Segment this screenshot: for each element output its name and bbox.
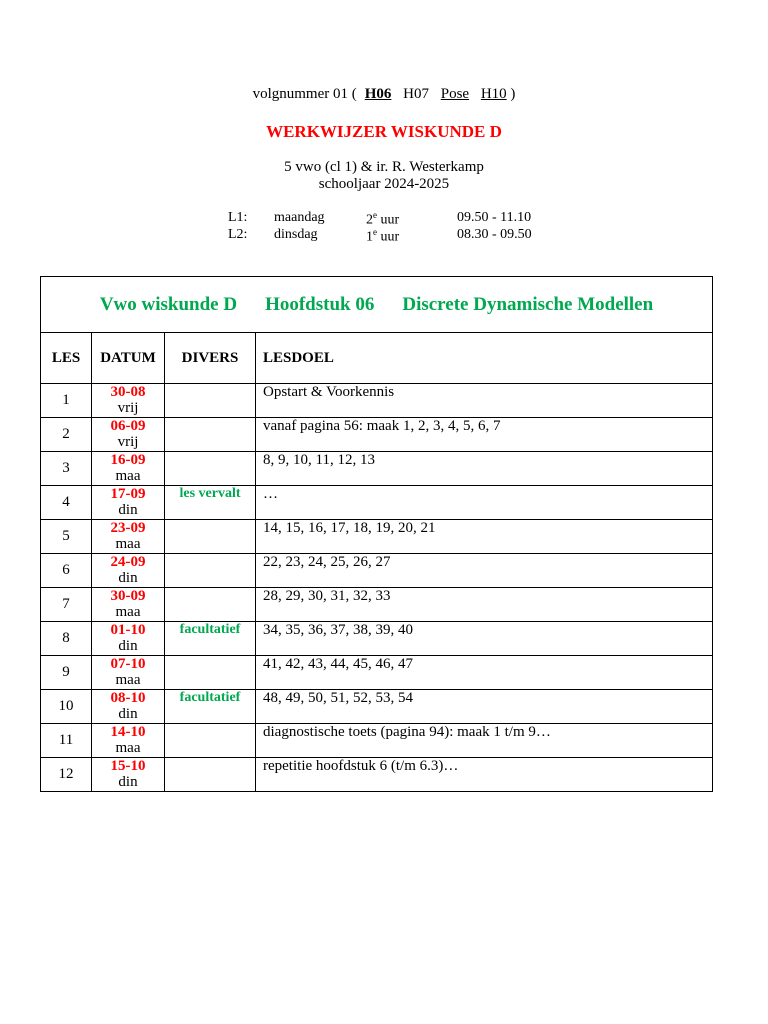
lesson-date: 30-09: [110, 588, 146, 604]
divers-cell: [165, 452, 256, 486]
date-cell: [92, 622, 165, 656]
lesson-date: 23-09: [110, 520, 146, 536]
table-heading: [41, 277, 713, 333]
lesson-day: maa: [115, 468, 141, 484]
lesson-date: 16-09: [110, 452, 146, 468]
lesson-day: vrij: [117, 400, 139, 416]
school-year: schooljaar 2024-2025: [318, 176, 450, 192]
les-number: 11: [41, 724, 92, 758]
chapter-link-h10[interactable]: H10: [480, 86, 507, 102]
les-number: 5: [41, 520, 92, 554]
divers-cell: [165, 384, 256, 418]
table-row: [41, 520, 713, 554]
lesdoel-cell: Opstart & Voorkennis: [256, 384, 713, 418]
lesdoel-cell: 41, 42, 43, 44, 45, 46, 47: [256, 656, 713, 690]
divers-cell: [165, 418, 256, 452]
date-cell: [92, 486, 165, 520]
volgnummer-prefix: volgnummer 01 (: [252, 86, 357, 102]
date-cell: [92, 384, 165, 418]
schedule-hour: 2e uur: [366, 210, 400, 228]
table-row: [41, 384, 713, 418]
schedule-day: dinsdag: [274, 227, 318, 242]
lesson-day: din: [118, 570, 138, 586]
close-paren: ): [510, 86, 516, 102]
schedule-hour: 1e uur: [366, 227, 400, 245]
les-number: 2: [41, 418, 92, 452]
schedule-day: maandag: [274, 210, 325, 225]
chapter-link-h07[interactable]: H07: [403, 86, 429, 102]
table-row: [41, 486, 713, 520]
schedule-time: 09.50 - 11.10: [457, 210, 532, 225]
column-header-divers: DIVERS: [165, 333, 256, 384]
table-row: [41, 622, 713, 656]
class-info: [0, 159, 768, 193]
lesson-date: 01-10: [110, 622, 146, 638]
divers-cell: facultatief: [165, 622, 256, 656]
lesdoel-cell: diagnostische toets (pagina 94): maak 1 t/m 9…: [256, 724, 713, 758]
column-header-les: LES: [41, 333, 92, 384]
divers-cell: [165, 758, 256, 792]
les-number: 3: [41, 452, 92, 486]
document-title: WERKWIJZER WISKUNDE D: [266, 122, 502, 141]
date-cell: [92, 588, 165, 622]
divers-cell: [165, 588, 256, 622]
table-row: [41, 724, 713, 758]
lesson-date: 08-10: [110, 690, 146, 706]
heading-topic: Discrete Dynamische Modellen: [402, 293, 654, 315]
divers-cell: facultatief: [165, 690, 256, 724]
lesson-date: 30-08: [110, 384, 146, 400]
lesdoel-cell: 8, 9, 10, 11, 12, 13: [256, 452, 713, 486]
les-number: 9: [41, 656, 92, 690]
date-cell: [92, 520, 165, 554]
date-cell: [92, 656, 165, 690]
lesdoel-cell: 22, 23, 24, 25, 26, 27: [256, 554, 713, 588]
table-row: [41, 452, 713, 486]
lesson-day: din: [118, 706, 138, 722]
lesdoel-cell: 34, 35, 36, 37, 38, 39, 40: [256, 622, 713, 656]
schedule-time: 08.30 - 09.50: [457, 227, 532, 242]
column-header-datum: DATUM: [92, 333, 165, 384]
table-row: [41, 418, 713, 452]
lesson-day: maa: [115, 740, 141, 756]
lesson-day: maa: [115, 672, 141, 688]
lesson-date: 14-10: [110, 724, 146, 740]
divers-cell: [165, 724, 256, 758]
table-row: [41, 690, 713, 724]
divers-cell: [165, 554, 256, 588]
lesson-day: vrij: [117, 434, 139, 450]
les-number: 7: [41, 588, 92, 622]
column-header-row: [41, 333, 713, 384]
date-cell: [92, 758, 165, 792]
table-row: [41, 588, 713, 622]
table-row: [41, 554, 713, 588]
lesson-date: 15-10: [110, 758, 146, 774]
divers-cell: les vervalt: [165, 486, 256, 520]
lesson-date: 07-10: [110, 656, 146, 672]
date-cell: [92, 724, 165, 758]
table-row: [41, 758, 713, 792]
table-row: [41, 656, 713, 690]
schedule-label: L1:: [228, 210, 248, 225]
les-number: 12: [41, 758, 92, 792]
chapter-link-pose[interactable]: Pose: [440, 86, 470, 102]
lesson-day: din: [118, 638, 138, 654]
volgnummer-line: [0, 86, 768, 103]
lesson-day: din: [118, 502, 138, 518]
heading-subject: Vwo wiskunde D: [99, 293, 238, 315]
chapter-link-h06[interactable]: H06: [364, 86, 392, 102]
lesson-date: 17-09: [110, 486, 146, 502]
lesson-date: 06-09: [110, 418, 146, 434]
lesson-date: 24-09: [110, 554, 146, 570]
class-line: 5 vwo (cl 1) & ir. R. Westerkamp: [284, 159, 484, 175]
lesson-day: maa: [115, 536, 141, 552]
lesson-table: [40, 276, 713, 792]
lesdoel-cell: repetitie hoofdstuk 6 (t/m 6.3)…: [256, 758, 713, 792]
heading-chapter: Hoofdstuk 06: [265, 293, 375, 315]
date-cell: [92, 554, 165, 588]
les-number: 1: [41, 384, 92, 418]
date-cell: [92, 690, 165, 724]
les-number: 8: [41, 622, 92, 656]
lesdoel-cell: vanaf pagina 56: maak 1, 2, 3, 4, 5, 6, 7: [256, 418, 713, 452]
lesson-day: maa: [115, 604, 141, 620]
les-number: 4: [41, 486, 92, 520]
table-heading-row: [41, 277, 713, 333]
les-number: 6: [41, 554, 92, 588]
lesson-day: din: [118, 774, 138, 790]
lesdoel-cell: …: [256, 486, 713, 520]
les-number: 10: [41, 690, 92, 724]
date-cell: [92, 418, 165, 452]
divers-cell: [165, 520, 256, 554]
column-header-lesdoel: LESDOEL: [256, 333, 713, 384]
lesdoel-cell: 28, 29, 30, 31, 32, 33: [256, 588, 713, 622]
lesdoel-cell: 48, 49, 50, 51, 52, 53, 54: [256, 690, 713, 724]
date-cell: [92, 452, 165, 486]
schedule-label: L2:: [228, 227, 248, 242]
lesdoel-cell: 14, 15, 16, 17, 18, 19, 20, 21: [256, 520, 713, 554]
divers-cell: [165, 656, 256, 690]
